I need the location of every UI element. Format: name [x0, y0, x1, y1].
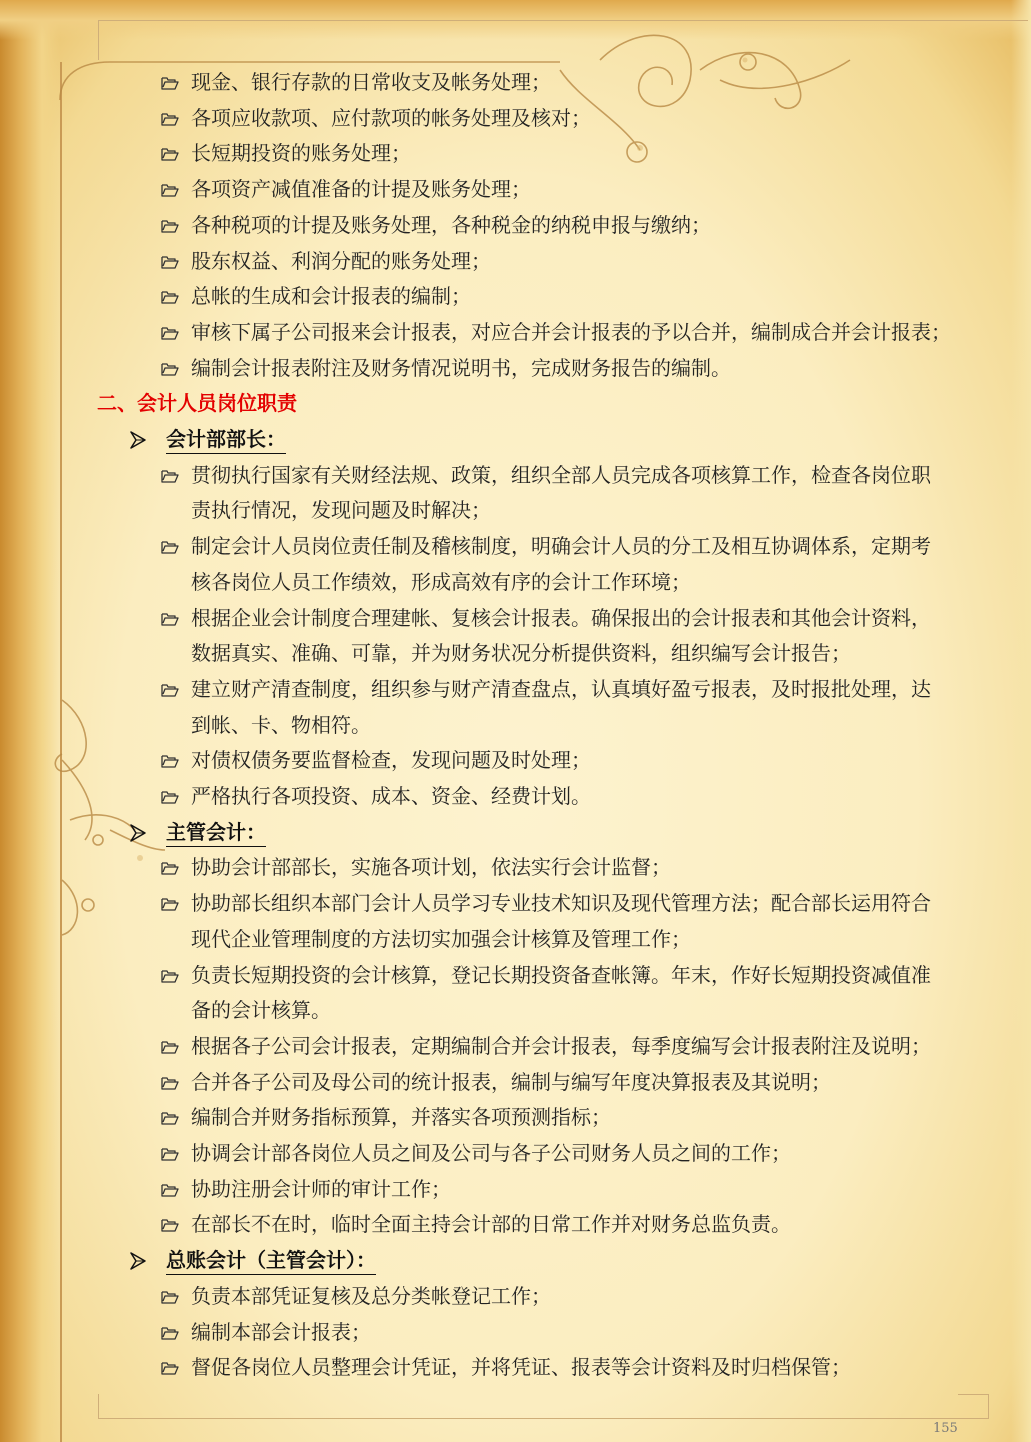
open-folder-icon — [160, 179, 180, 199]
list-item-text: 协助注册会计师的审计工作； — [191, 1177, 451, 1201]
arrowhead-icon — [130, 430, 146, 448]
open-folder-icon — [160, 679, 180, 699]
list-item-text: 长短期投资的账务处理； — [191, 141, 411, 165]
role-title: 总账会计（主管会计）： — [166, 1246, 376, 1275]
open-folder-icon — [160, 1357, 180, 1377]
list-item-text: 对债权债务要监督检查，发现问题及时处理； — [191, 748, 591, 772]
open-folder-icon — [160, 1286, 180, 1306]
open-folder-icon — [160, 286, 180, 306]
list-item-text: 在部长不在时，临时全面主持会计部的日常工作并对财务总监负责。 — [191, 1212, 791, 1236]
role-title: 主管会计： — [166, 818, 266, 847]
open-folder-icon — [160, 965, 180, 985]
list-item-text: 编制会计报表附注及财务情况说明书，完成财务报告的编制。 — [191, 356, 731, 380]
arrowhead-icon — [130, 823, 146, 841]
list-item-text: 各种税项的计提及账务处理，各种税金的纳税申报与缴纳； — [191, 213, 711, 237]
open-folder-icon — [160, 1179, 180, 1199]
list-item-text: 现代企业管理制度的方法切实加强会计核算及管理工作； — [191, 927, 691, 951]
open-folder-icon — [160, 1214, 180, 1234]
open-folder-icon — [160, 322, 180, 342]
open-folder-icon — [160, 143, 180, 163]
open-folder-icon — [160, 215, 180, 235]
open-folder-icon — [160, 608, 180, 628]
open-folder-icon — [160, 108, 180, 128]
list-item-text: 建立财产清查制度，组织参与财产清查盘点，认真填好盈亏报表，及时报批处理，达 — [191, 677, 931, 701]
open-folder-icon — [160, 750, 180, 770]
open-folder-icon — [160, 786, 180, 806]
open-folder-icon — [160, 72, 180, 92]
list-item-text: 各项应收款项、应付款项的帐务处理及核对； — [191, 106, 591, 130]
open-folder-icon — [160, 1107, 180, 1127]
open-folder-icon — [160, 1143, 180, 1163]
role-title: 会计部部长： — [166, 425, 286, 454]
list-item-text: 协助会计部部长，实施各项计划，依法实行会计监督； — [191, 855, 671, 879]
open-folder-icon — [160, 1036, 180, 1056]
list-item-text: 制定会计人员岗位责任制及稽核制度，明确会计人员的分工及相互协调体系，定期考 — [191, 534, 931, 558]
list-item-text: 贯彻执行国家有关财经法规、政策，组织全部人员完成各项核算工作，检查各岗位职 — [191, 463, 931, 487]
list-item-text: 严格执行各项投资、成本、资金、经费计划。 — [191, 784, 591, 808]
list-item-text: 现金、银行存款的日常收支及帐务处理； — [191, 70, 551, 94]
list-item-text: 根据企业会计制度合理建帐、复核会计报表。确保报出的会计报表和其他会计资料， — [191, 606, 931, 630]
open-folder-icon — [160, 536, 180, 556]
open-folder-icon — [160, 893, 180, 913]
list-item-text: 到帐、卡、物相符。 — [191, 713, 371, 737]
open-folder-icon — [160, 1322, 180, 1342]
open-folder-icon — [160, 358, 180, 378]
list-item-text: 督促各岗位人员整理会计凭证，并将凭证、报表等会计资料及时归档保管； — [191, 1355, 851, 1379]
open-folder-icon — [160, 1072, 180, 1092]
list-item-text: 编制本部会计报表； — [191, 1320, 371, 1344]
list-item-text: 合并各子公司及母公司的统计报表，编制与编写年度决算报表及其说明； — [191, 1070, 831, 1094]
list-item-text: 协调会计部各岗位人员之间及公司与各子公司财务人员之间的工作； — [191, 1141, 791, 1165]
list-item-text: 总帐的生成和会计报表的编制； — [191, 284, 471, 308]
list-item-text: 数据真实、准确、可靠，并为财务状况分析提供资料，组织编写会计报告； — [191, 641, 851, 665]
open-folder-icon — [160, 465, 180, 485]
list-item-text: 负责长短期投资的会计核算，登记长期投资备查帐簿。年末，作好长短期投资减值准 — [191, 963, 931, 987]
list-item-text: 审核下属子公司报来会计报表，对应合并会计报表的予以合并，编制成合并会计报表； — [191, 320, 951, 344]
list-item-text: 负责本部凭证复核及总分类帐登记工作； — [191, 1284, 551, 1308]
list-item-text: 根据各子公司会计报表，定期编制合并会计报表，每季度编写会计报表附注及说明； — [191, 1034, 931, 1058]
list-item-text: 核各岗位人员工作绩效，形成高效有序的会计工作环境； — [191, 570, 691, 594]
open-folder-icon — [160, 251, 180, 271]
list-item-text: 责执行情况，发现问题及时解决； — [191, 498, 491, 522]
section-title: 二、会计人员岗位职责 — [97, 391, 297, 415]
list-item-text: 协助部长组织本部门会计人员学习专业技术知识及现代管理方法；配合部长运用符合 — [191, 891, 931, 915]
page-number: 155 — [933, 1421, 958, 1436]
list-item-text: 备的会计核算。 — [191, 998, 331, 1022]
list-item-text: 各项资产减值准备的计提及账务处理； — [191, 177, 531, 201]
list-item-text: 编制合并财务指标预算，并落实各项预测指标； — [191, 1105, 611, 1129]
arrowhead-icon — [130, 1251, 146, 1269]
open-folder-icon — [160, 857, 180, 877]
list-item-text: 股东权益、利润分配的账务处理； — [191, 249, 491, 273]
